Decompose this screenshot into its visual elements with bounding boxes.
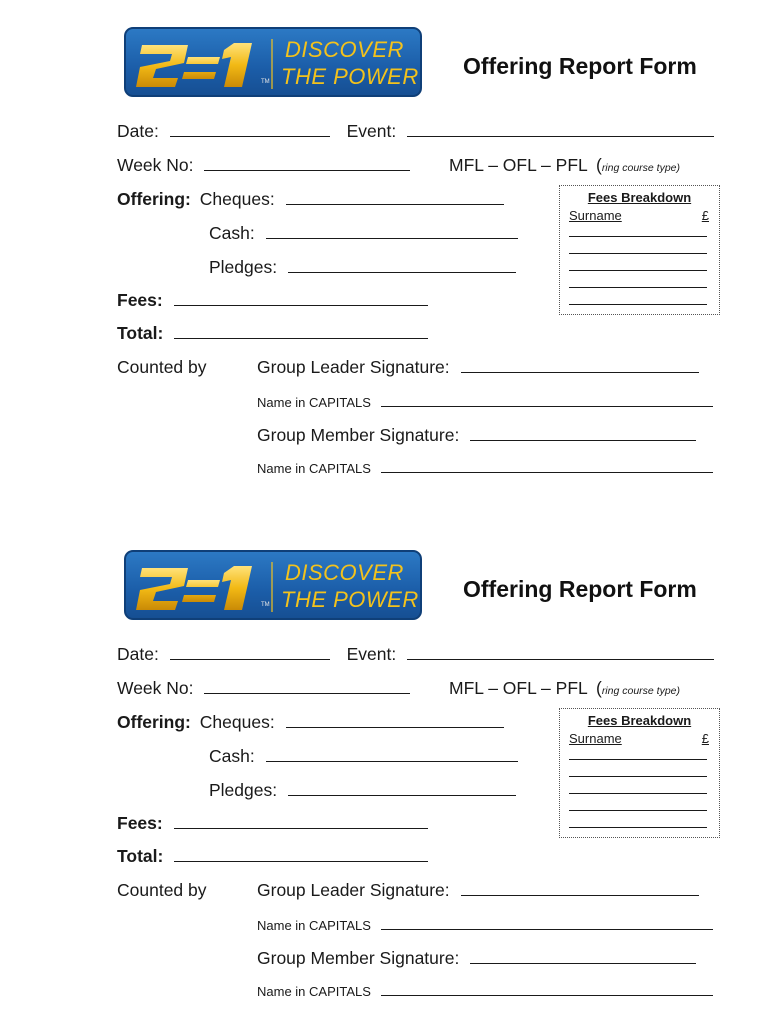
fees-entry-line[interactable] <box>569 236 707 237</box>
leader-name-row <box>257 919 713 932</box>
member-signature-label: Group Member Signature: <box>257 425 460 445</box>
member-signature-field[interactable] <box>470 440 696 441</box>
pledges-label: Pledges: <box>209 257 278 277</box>
offering-label: Offering: <box>117 712 191 732</box>
event-label: Event: <box>346 644 397 664</box>
pledges-row <box>209 259 516 277</box>
member-name-label: Name in CAPITALS <box>257 461 371 476</box>
cash-label: Cash: <box>209 746 255 766</box>
offering-form-2 <box>0 523 770 1023</box>
logo-2-1-discover-the-power <box>124 550 422 620</box>
fees-entry-line[interactable] <box>569 776 707 777</box>
member-signature-field[interactable] <box>470 963 696 964</box>
event-field[interactable] <box>407 659 714 660</box>
fees-currency-header: £ <box>701 208 709 223</box>
event-label: Event: <box>346 121 397 141</box>
total-field[interactable] <box>174 338 428 339</box>
fees-entry-line[interactable] <box>569 759 707 760</box>
cheques-field[interactable] <box>286 727 504 728</box>
fees-breakdown-title: Fees Breakdown <box>587 190 692 205</box>
week-row <box>117 157 410 175</box>
form-title: Offering Report Form <box>463 53 697 79</box>
pledges-field[interactable] <box>288 795 516 796</box>
fees-field[interactable] <box>174 828 428 829</box>
leader-name-label: Name in CAPITALS <box>257 918 371 933</box>
date-event-row <box>117 646 714 664</box>
date-field[interactable] <box>170 136 330 137</box>
course-type-options: MFL – OFL – PFL <box>449 155 588 175</box>
pledges-label: Pledges: <box>209 780 278 800</box>
cash-field[interactable] <box>266 238 518 239</box>
logo-trademark: TM <box>261 602 270 608</box>
course-type-note: ring course type) <box>601 162 681 174</box>
fees-breakdown-box <box>559 708 720 838</box>
fees-entry-line[interactable] <box>569 253 707 254</box>
fees-entry-line[interactable] <box>569 270 707 271</box>
member-name-field[interactable] <box>381 472 713 473</box>
course-type-options: MFL – OFL – PFL <box>449 678 588 698</box>
leader-name-field[interactable] <box>381 406 713 407</box>
pledges-field[interactable] <box>288 272 516 273</box>
leader-signature-field[interactable] <box>461 895 699 896</box>
fees-breakdown-box <box>559 185 720 315</box>
fees-entry-line[interactable] <box>569 304 707 305</box>
cheques-field[interactable] <box>286 204 504 205</box>
logo-word-the-power: THE POWER <box>281 64 419 89</box>
date-event-row <box>117 123 714 141</box>
leader-name-row <box>257 396 713 409</box>
offering-form-1 <box>0 0 770 500</box>
course-type-row <box>449 157 680 175</box>
cash-field[interactable] <box>266 761 518 762</box>
course-type-row <box>449 680 680 698</box>
leader-signature-row <box>257 359 699 377</box>
form-title: Offering Report Form <box>463 576 697 602</box>
member-name-field[interactable] <box>381 995 713 996</box>
total-label: Total: <box>117 846 164 866</box>
fees-row <box>117 292 428 310</box>
pledges-row <box>209 782 516 800</box>
cash-row <box>209 225 518 243</box>
course-paren: ( <box>595 155 602 175</box>
fees-entry-line[interactable] <box>569 810 707 811</box>
fees-entry-line[interactable] <box>569 793 707 794</box>
fees-entry-line[interactable] <box>569 287 707 288</box>
total-field[interactable] <box>174 861 428 862</box>
event-field[interactable] <box>407 136 714 137</box>
fees-row <box>117 815 428 833</box>
week-label: Week No: <box>117 155 194 175</box>
member-signature-label: Group Member Signature: <box>257 948 460 968</box>
fees-surname-header: Surname <box>569 731 622 746</box>
fees-label: Fees: <box>117 813 163 833</box>
week-field[interactable] <box>204 170 410 171</box>
cash-row <box>209 748 518 766</box>
week-row <box>117 680 410 698</box>
member-name-label: Name in CAPITALS <box>257 984 371 999</box>
cheques-row <box>117 191 504 209</box>
offering-label: Offering: <box>117 189 191 209</box>
total-label: Total: <box>117 323 164 343</box>
fees-label: Fees: <box>117 290 163 310</box>
date-field[interactable] <box>170 659 330 660</box>
total-row <box>117 848 428 866</box>
cheques-label: Cheques: <box>199 712 275 732</box>
leader-signature-field[interactable] <box>461 372 699 373</box>
leader-name-field[interactable] <box>381 929 713 930</box>
week-field[interactable] <box>204 693 410 694</box>
fees-entry-line[interactable] <box>569 827 707 828</box>
total-row <box>117 325 428 343</box>
cash-label: Cash: <box>209 223 255 243</box>
fees-breakdown-title: Fees Breakdown <box>587 713 692 728</box>
counted-by-label: Counted by <box>117 357 207 377</box>
leader-name-label: Name in CAPITALS <box>257 395 371 410</box>
leader-signature-label: Group Leader Signature: <box>257 880 450 900</box>
member-name-row <box>257 462 713 475</box>
fees-surname-header: Surname <box>569 208 622 223</box>
logo-2-1-discover-the-power <box>124 27 422 97</box>
logo-word-discover: DISCOVER <box>285 37 404 62</box>
date-label: Date: <box>117 644 159 664</box>
logo-trademark: TM <box>261 79 270 85</box>
fees-currency-header: £ <box>701 731 709 746</box>
course-type-note: ring course type) <box>601 685 681 697</box>
member-signature-row <box>257 427 696 445</box>
logo-word-the-power: THE POWER <box>281 587 419 612</box>
week-label: Week No: <box>117 678 194 698</box>
counted-by-label: Counted by <box>117 880 207 900</box>
course-paren: ( <box>595 678 602 698</box>
member-signature-row <box>257 950 696 968</box>
cheques-label: Cheques: <box>199 189 275 209</box>
logo-word-discover: DISCOVER <box>285 560 404 585</box>
leader-signature-label: Group Leader Signature: <box>257 357 450 377</box>
member-name-row <box>257 985 713 998</box>
leader-signature-row <box>257 882 699 900</box>
cheques-row <box>117 714 504 732</box>
date-label: Date: <box>117 121 159 141</box>
fees-field[interactable] <box>174 305 428 306</box>
